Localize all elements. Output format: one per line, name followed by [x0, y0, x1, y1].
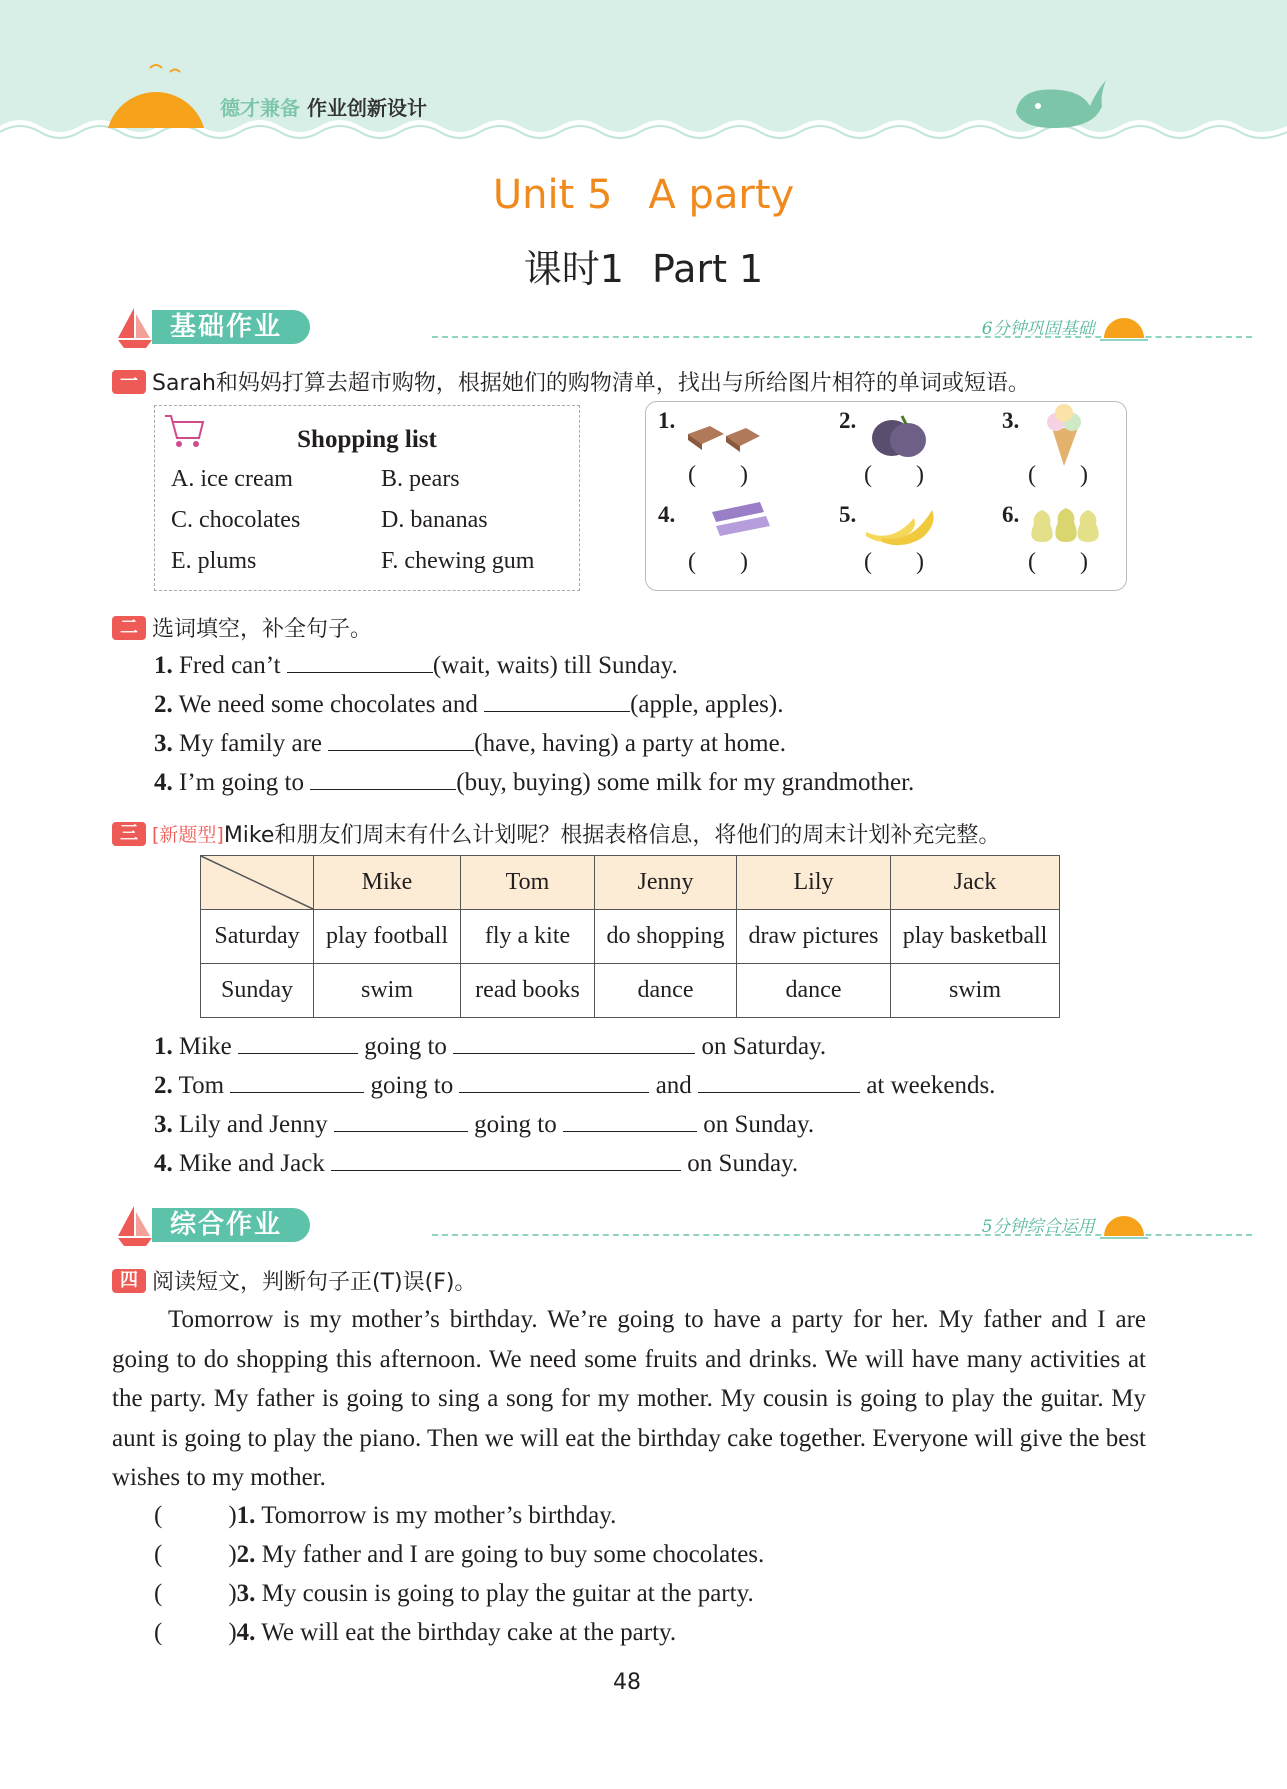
table-cell: swim — [891, 964, 1060, 1018]
line-after: (buy, buying) some milk for my grandmother. — [456, 769, 915, 796]
picture-number: 5. — [839, 502, 857, 527]
line-after: (wait, waits) till Sunday. — [432, 652, 678, 679]
judge-item: ( )4. We will eat the birthday cake at the party. — [154, 1619, 677, 1646]
page-number: 48 — [613, 1670, 641, 1695]
line-word: on Saturday. — [701, 1033, 827, 1060]
fill-line — [154, 767, 914, 797]
table-cell: do shopping — [595, 910, 737, 964]
judge-item: ( )3. My cousin is going to play the guitar at the party. — [154, 1580, 754, 1607]
item-number: 1. — [236, 1502, 256, 1529]
line-number: 2. — [154, 1072, 173, 1099]
line-word: at weekends. — [866, 1072, 996, 1099]
section-note — [982, 314, 1148, 344]
line-number: 4. — [154, 1150, 173, 1177]
sunset-icon — [1100, 316, 1148, 344]
picture-number: 2. — [839, 408, 857, 433]
line-number: 3. — [154, 1111, 173, 1138]
answer-blank[interactable] — [238, 1031, 358, 1054]
line-number: 4. — [154, 769, 173, 796]
answer-paren[interactable]: ( ) — [864, 549, 924, 575]
answer-paren[interactable]: ( ) — [688, 549, 748, 575]
table-row — [201, 910, 1060, 964]
lesson-label: 课时1 — [523, 247, 624, 291]
picture-number: 6. — [1002, 502, 1020, 527]
table-header: Lily — [737, 856, 891, 910]
shopping-list-box — [154, 405, 580, 591]
line-subject: Tom — [178, 1072, 225, 1099]
answer-blank[interactable] — [230, 1070, 364, 1093]
new-type-tag: [新题型] — [152, 824, 224, 846]
statement-text: My cousin is going to play the guitar at the party. — [261, 1580, 754, 1607]
answer-blank[interactable] — [310, 767, 456, 790]
table-header: Jenny — [595, 856, 737, 910]
question-text: Mike和朋友们周末有什么计划呢？根据表格信息，将他们的周末计划补充完整。 — [223, 823, 1001, 848]
question-badge: 一 — [112, 370, 146, 394]
line-word: on Sunday. — [687, 1150, 799, 1177]
row-day: Saturday — [201, 910, 314, 964]
sunset-icon — [1100, 1214, 1148, 1242]
section-note — [982, 1212, 1148, 1242]
answer-blank[interactable] — [331, 1148, 681, 1171]
table-header: Jack — [891, 856, 1060, 910]
ice-cream-icon — [1038, 402, 1092, 468]
answer-blank[interactable] — [459, 1070, 649, 1093]
line-before: We need some chocolates and — [178, 691, 478, 718]
fill-line — [154, 650, 678, 680]
statement-text: Tomorrow is my mother’s birthday. — [261, 1502, 617, 1529]
picture-number: 1. — [658, 408, 676, 433]
section-banner-comprehensive — [112, 1204, 1146, 1248]
table-cell: play football — [314, 910, 461, 964]
section-label: 基础作业 — [152, 310, 310, 344]
row-day: Sunday — [201, 964, 314, 1018]
shopping-item: B. pears — [381, 466, 460, 492]
shopping-item: A. ice cream — [171, 466, 293, 492]
table-cell: play basketball — [891, 910, 1060, 964]
answer-blank[interactable] — [287, 650, 433, 673]
judge-paren-open[interactable]: ( — [154, 1619, 163, 1646]
whale-icon — [1010, 72, 1110, 132]
picture-number: 3. — [1002, 408, 1020, 433]
question-text: 阅读短文，判断句子正(T)误(F)。 — [152, 1270, 477, 1295]
question-4-heading — [112, 1265, 476, 1296]
table-cell: dance — [737, 964, 891, 1018]
answer-paren[interactable]: ( ) — [864, 462, 924, 488]
fill-line — [154, 1031, 826, 1061]
brand-dark: 作业创新设计 — [306, 96, 427, 120]
judge-paren-open[interactable]: ( — [154, 1502, 163, 1529]
shopping-list-title: Shopping list — [297, 426, 437, 453]
line-subject: Mike and Jack — [179, 1150, 325, 1177]
chocolate-bars-icon — [684, 416, 764, 456]
pears-icon — [1026, 496, 1106, 546]
brand-green: 德才兼备 — [220, 96, 300, 120]
line-subject: Mike — [179, 1033, 232, 1060]
line-number: 1. — [154, 652, 173, 679]
answer-paren[interactable]: ( ) — [688, 462, 748, 488]
judge-paren-open[interactable]: ( — [154, 1541, 163, 1568]
line-number: 3. — [154, 730, 173, 757]
question-3-heading — [112, 818, 1000, 849]
question-badge: 三 — [112, 822, 146, 846]
shopping-item: D. bananas — [381, 507, 488, 533]
line-after: (apple, apples). — [630, 691, 784, 718]
fill-line — [154, 1109, 814, 1139]
shopping-item: F. chewing gum — [381, 548, 535, 574]
fill-line — [154, 1070, 995, 1100]
item-number: 4. — [236, 1619, 256, 1646]
lesson-title — [0, 238, 1287, 293]
weekend-plan-table — [200, 855, 1060, 1018]
judge-item: ( )2. My father and I are going to buy some chocolates. — [154, 1541, 765, 1568]
answer-paren[interactable]: ( ) — [1028, 462, 1088, 488]
answer-blank[interactable] — [328, 728, 474, 751]
passage-text: Tomorrow is my mother’s birthday. We’re going to have a party for her. My father and I are going to do shopping this afternoon. We need some fruits and drinks. We will have many activities at the party. My father is going to sing a song for my mother. My cousin is going to play the guitar. My aunt is going to play the piano. Then we will eat the birthday cake together. Everyone will give the best wishes to my mother. — [112, 1306, 1146, 1491]
fill-line — [154, 1148, 798, 1178]
reading-passage — [112, 1300, 1146, 1498]
part-label: Part 1 — [651, 247, 764, 291]
fill-line — [154, 689, 783, 719]
question-1-heading — [112, 366, 1030, 397]
line-word: going to — [364, 1033, 447, 1060]
section-note-text: 5分钟综合运用 — [981, 1217, 1095, 1237]
judge-paren-open[interactable]: ( — [154, 1580, 163, 1607]
answer-blank[interactable] — [563, 1109, 697, 1132]
line-before: My family are — [179, 730, 323, 757]
line-after: (have, having) a party at home. — [474, 730, 786, 757]
corner-diagonal — [201, 856, 313, 909]
line-before: I’m going to — [179, 769, 304, 796]
item-number: 2. — [236, 1541, 256, 1568]
line-word: going to — [474, 1111, 557, 1138]
question-text: Sarah和妈妈打算去超市购物，根据她们的购物清单，找出与所给图片相符的单词或短语。 — [152, 371, 1030, 396]
table-cell: dance — [595, 964, 737, 1018]
line-number: 2. — [154, 691, 173, 718]
chewing-gum-icon — [706, 498, 776, 542]
section-note-text: 6分钟巩固基础 — [981, 319, 1095, 339]
question-badge: 四 — [112, 1269, 146, 1293]
sailboat-icon — [112, 1204, 156, 1248]
line-before: Fred can’t — [179, 652, 281, 679]
fill-line — [154, 728, 786, 758]
section-banner-basic — [112, 306, 1146, 350]
bananas-icon — [862, 498, 942, 546]
sailboat-icon — [112, 306, 156, 350]
unit-name: A party — [648, 172, 795, 218]
table-cell: draw pictures — [737, 910, 891, 964]
picture-number: 4. — [658, 502, 676, 527]
line-number: 1. — [154, 1033, 173, 1060]
question-text: 选词填空，补全句子。 — [152, 617, 373, 642]
header-brand — [220, 92, 427, 121]
answer-blank[interactable] — [334, 1109, 468, 1132]
answer-blank[interactable] — [484, 689, 630, 712]
table-header: Tom — [461, 856, 595, 910]
statement-text: We will eat the birthday cake at the party. — [261, 1619, 677, 1646]
table-cell: swim — [314, 964, 461, 1018]
line-word: and — [655, 1072, 692, 1099]
judge-item: ( )1. Tomorrow is my mother’s birthday. — [154, 1502, 617, 1529]
answer-blank[interactable] — [453, 1031, 695, 1054]
line-subject: Lily and Jenny — [179, 1111, 328, 1138]
section-label: 综合作业 — [152, 1208, 310, 1242]
table-row — [201, 964, 1060, 1018]
plums-icon — [868, 408, 932, 462]
question-badge: 二 — [112, 616, 146, 640]
table-corner-cell — [201, 856, 314, 910]
question-2-heading — [112, 612, 372, 643]
picture-box — [645, 401, 1127, 591]
answer-blank[interactable] — [698, 1070, 860, 1093]
item-number: 3. — [236, 1580, 256, 1607]
unit-title — [0, 172, 1287, 218]
sun-icon — [100, 58, 210, 130]
statement-text: My father and I are going to buy some chocolates. — [261, 1541, 765, 1568]
table-cell: fly a kite — [461, 910, 595, 964]
line-word: on Sunday. — [703, 1111, 815, 1138]
answer-paren[interactable]: ( ) — [1028, 549, 1088, 575]
table-header: Mike — [314, 856, 461, 910]
table-cell: read books — [461, 964, 595, 1018]
shopping-item: E. plums — [171, 548, 257, 574]
shopping-item: C. chocolates — [171, 507, 301, 533]
unit-number: Unit 5 — [492, 172, 613, 218]
line-word: going to — [370, 1072, 454, 1099]
